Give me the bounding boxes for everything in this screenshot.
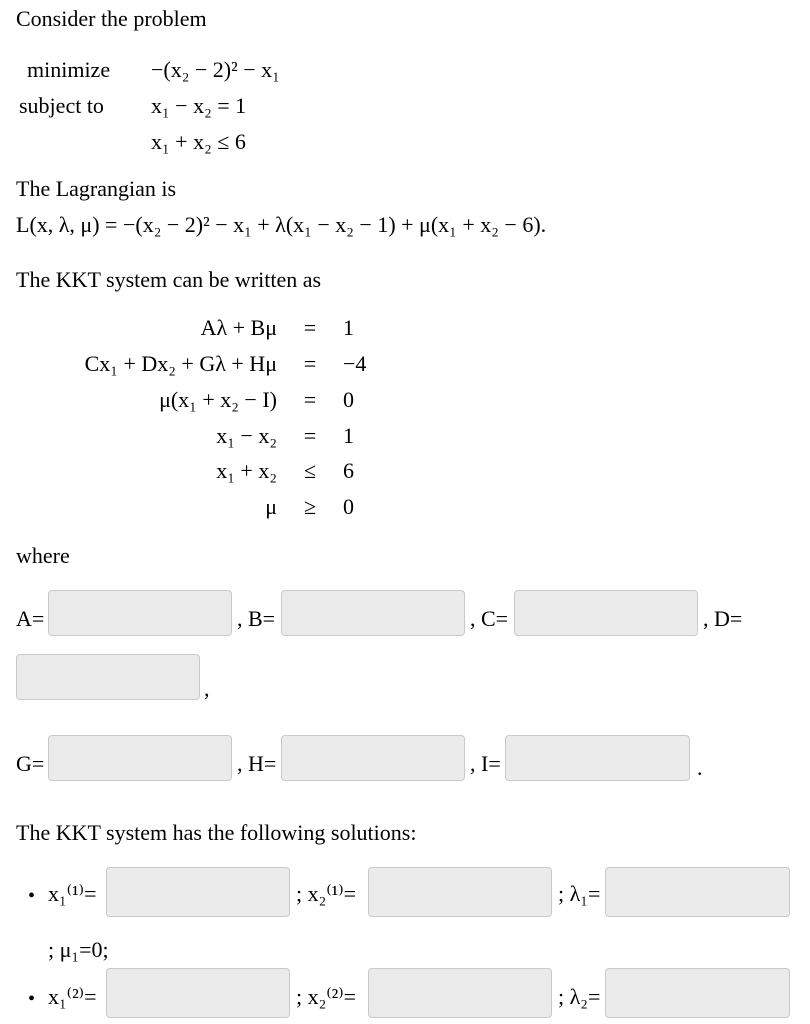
kkt-row-4-lhs: x₁ − x₂ [216,423,277,448]
sol2-x2-label: ; x₂⁽²⁾= [296,984,357,1009]
comma-after-d: , [204,676,210,701]
sol1-x1-input[interactable] [106,867,290,917]
sol2-x2-input[interactable] [368,968,552,1018]
solutions-intro: The KKT system has the following solutions: [16,820,417,845]
subject-to-label: subject to [19,93,104,118]
kkt-row-2-rel: = [303,351,317,376]
kkt-row-6-rel: ≥ [303,494,317,519]
input-i[interactable] [505,735,690,781]
label-c: , C= [470,606,509,631]
kkt-row-3-lhs: μ(x₁ + x₂ − I) [159,387,277,412]
kkt-row-4-rel: = [303,423,317,448]
sol1-x2-label: ; x₂⁽¹⁾= [296,881,357,906]
sol2-lambda-label: ; λ₂= [558,984,601,1009]
kkt-row-5-rel: ≤ [303,458,317,483]
input-h[interactable] [281,735,465,781]
sol1-x1-label: x₁⁽¹⁾= [48,881,97,906]
label-g: G= [16,751,45,776]
kkt-row-1-lhs: Aλ + Bμ [200,315,277,340]
intro-text: Consider the problem [16,6,207,31]
kkt-row-5-rhs: 6 [343,458,354,483]
kkt-row-5-lhs: x₁ + x₂ [216,458,277,483]
kkt-row-2-rhs: −4 [343,351,367,376]
input-b[interactable] [281,590,465,636]
sol2-lambda-input[interactable] [605,968,790,1018]
constraint-equality: x₁ − x₂ = 1 [151,93,247,118]
sol1-mu-text: ; μ₁=0; [48,937,109,962]
kkt-row-6-lhs: μ [265,494,277,519]
label-d: , D= [703,606,743,631]
lagrangian-expression: L(x, λ, μ) = −(x₂ − 2)² − x₁ + λ(x₁ − x₂ − 1) + μ(x₁ + x₂ − 6). [16,212,547,237]
constraint-inequality: x₁ + x₂ ≤ 6 [151,129,246,154]
kkt-row-3-rhs: 0 [343,387,354,412]
period: . [697,755,703,780]
objective-expression: −(x₂ − 2)² − x₁ [151,57,280,82]
input-a[interactable] [48,590,232,636]
kkt-row-1-rhs: 1 [343,315,354,340]
kkt-intro: The KKT system can be written as [16,267,322,292]
kkt-row-6-rhs: 0 [343,494,354,519]
kkt-row-1-rel: = [303,315,317,340]
kkt-row-3-rel: = [303,387,317,412]
where-text: where [16,543,70,568]
bullet-1: • [28,885,36,907]
kkt-row-2-lhs: Cx₁ + Dx₂ + Gλ + Hμ [84,351,277,376]
minimize-label: minimize [27,57,111,82]
input-c[interactable] [514,590,698,636]
sol1-lambda-input[interactable] [605,867,790,917]
label-i: , I= [470,751,501,776]
sol1-x2-input[interactable] [368,867,552,917]
bullet-2: • [28,988,36,1010]
input-d[interactable] [16,654,200,700]
sol2-x1-input[interactable] [106,968,290,1018]
sol2-x1-label: x₁⁽²⁾= [48,984,97,1009]
input-g[interactable] [48,735,232,781]
label-h: , H= [237,751,277,776]
lagrangian-intro: The Lagrangian is [16,176,177,201]
label-a: A= [16,606,45,631]
label-b: , B= [237,606,276,631]
sol1-lambda-label: ; λ₁= [558,881,601,906]
kkt-row-4-rhs: 1 [343,423,354,448]
